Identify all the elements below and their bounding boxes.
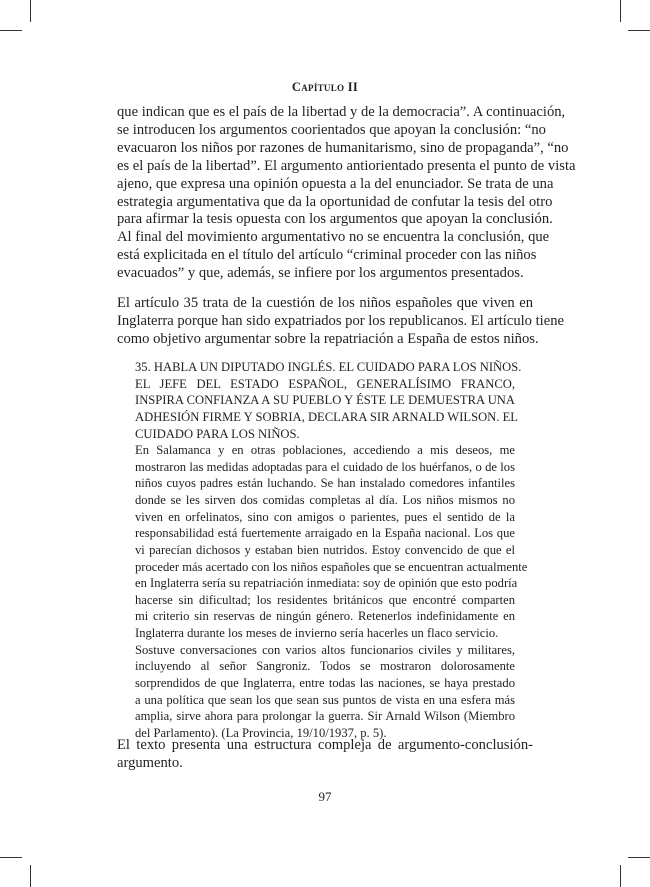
text-line: ADHESIÓN FIRME Y SOBRIA, DECLARA SIR ARNALD WILSON. EL — [135, 409, 518, 424]
crop-mark — [628, 857, 650, 858]
text-line: Al final del movimiento argumentativo no se encuentra la conclusión, que — [117, 229, 550, 246]
text-line: amplia, sirve ahora para prolongar la guerra. Sir Arnald Wilson (Miembro — [135, 709, 515, 724]
text-line: mostraron las medidas adoptadas para el cuidado de los huérfanos, o de los — [135, 459, 515, 474]
body-paragraph — [117, 737, 533, 773]
text-line: Inglaterra porque han sido expatriados por los republicanos. El artículo tiene — [117, 312, 564, 329]
quote-block — [135, 359, 522, 442]
crop-mark — [30, 865, 31, 887]
text-line: El artículo 35 trata de la cuestión de los niños españoles que viven en — [117, 295, 533, 311]
text-line: es el país de la libertad”. El argumento antiorientado presenta el punto de vista — [117, 157, 576, 174]
text-line: viven en orfelinatos, sino con amigos o parientes, pues el sentido de la — [135, 509, 515, 524]
running-header: Capítulo II — [291, 80, 359, 94]
text-line: CUIDADO PARA LOS NIÑOS. — [135, 426, 300, 441]
text-line: niños cuyos padres están luchando. Se han instalado comedores infantiles — [135, 476, 515, 491]
text-line: ajeno, que expresa una opinión opuesta a la del enunciador. Se trata de una — [117, 175, 554, 192]
text-line: evacuados” y que, además, se infiere por los argumentos presentados. — [117, 265, 524, 282]
block-quote — [135, 359, 528, 741]
crop-mark — [620, 865, 621, 887]
text-line: está explicitada en el título del artículo “criminal proceder con las niños — [117, 247, 537, 264]
text-line: en Inglaterra sería su repatriación inmediata: soy de opinión que esto podría — [135, 576, 518, 591]
text-line: se introducen los argumentos coorientados que apoyan la conclusión: “no — [117, 121, 546, 138]
text-line: EL JEFE DEL ESTADO ESPAÑOL, GENERALÍSIMO FRANCO, — [135, 376, 515, 391]
text-line: hacerse sin dificultad; los residentes británicos que encontré comparten — [135, 592, 515, 607]
page-number: 97 — [318, 789, 332, 804]
text-line: argumento. — [117, 754, 183, 771]
quote-block — [135, 442, 528, 642]
crop-mark — [30, 0, 31, 22]
body-paragraph — [117, 295, 564, 349]
text-line: En Salamanca y en otras poblaciones, accediendo a mis deseos, me — [135, 443, 515, 458]
text-line: a una política que sean los que sean sus puntos de vista en una esfera más — [135, 692, 515, 707]
text-line: proceder más acertado con los niños españoles que se encuentran actualmente — [135, 559, 528, 574]
text-line: mi criterio sin reservas de ningún género. Retenerlos indefinidamente en — [135, 609, 515, 624]
text-line: para afirmar la tesis opuesta con los argumentos que apoyan la conclusión. — [117, 211, 553, 228]
text-line: estrategia argumentativa que da la oportunidad de confutar la tesis del otro — [117, 193, 553, 210]
text-line: vi parecían dichosos y estaban bien nutridos. Estoy convencido de que el — [135, 542, 515, 557]
crop-mark — [0, 30, 22, 31]
text-line: donde se les sirven dos comidas completas al día. Los niños mismos no — [135, 493, 515, 507]
text-line: 35. HABLA UN DIPUTADO INGLÉS. EL CUIDADO PARA LOS NIÑOS. — [135, 360, 522, 374]
text-line: Inglaterra durante los meses de invierno sería hacerles un flaco servicio. — [135, 626, 499, 640]
text-line: incluyendo al señor Sangroniz. Todos se mostraron dolorosamente — [135, 659, 515, 674]
body-paragraph — [117, 104, 576, 283]
text-line: como objetivo argumentar sobre la repatriación a España de estos niños. — [117, 330, 539, 347]
crop-mark — [620, 0, 621, 22]
text-line: evacuaron los niños por razones de humanitarismo, sino de propaganda”, “no — [117, 139, 569, 156]
text-line: sorprendidos de que Inglaterra, entre todas las naciones, se haya prestado — [135, 675, 515, 690]
text-line: del Parlamento). (La Provincia, 19/10/1937, p. 5). — [135, 725, 387, 740]
quote-block — [135, 642, 515, 742]
crop-mark — [0, 857, 22, 858]
text-line: Sostuve conversaciones con varios altos funcionarios civiles y militares, — [135, 642, 515, 657]
crop-mark — [628, 30, 650, 31]
text-line: que indican que es el país de la libertad y de la democracia”. A continuación, — [117, 104, 566, 120]
text-line: INSPIRA CONFIANZA A SU PUEBLO Y ÉSTE LE DEMUESTRA UNA — [135, 393, 515, 408]
text-line: El texto presenta una estructura compleja de argumento-conclusión- — [117, 737, 533, 753]
text-line: responsabilidad está fuertemente arraigado en la España nacional. Los que — [135, 526, 515, 541]
